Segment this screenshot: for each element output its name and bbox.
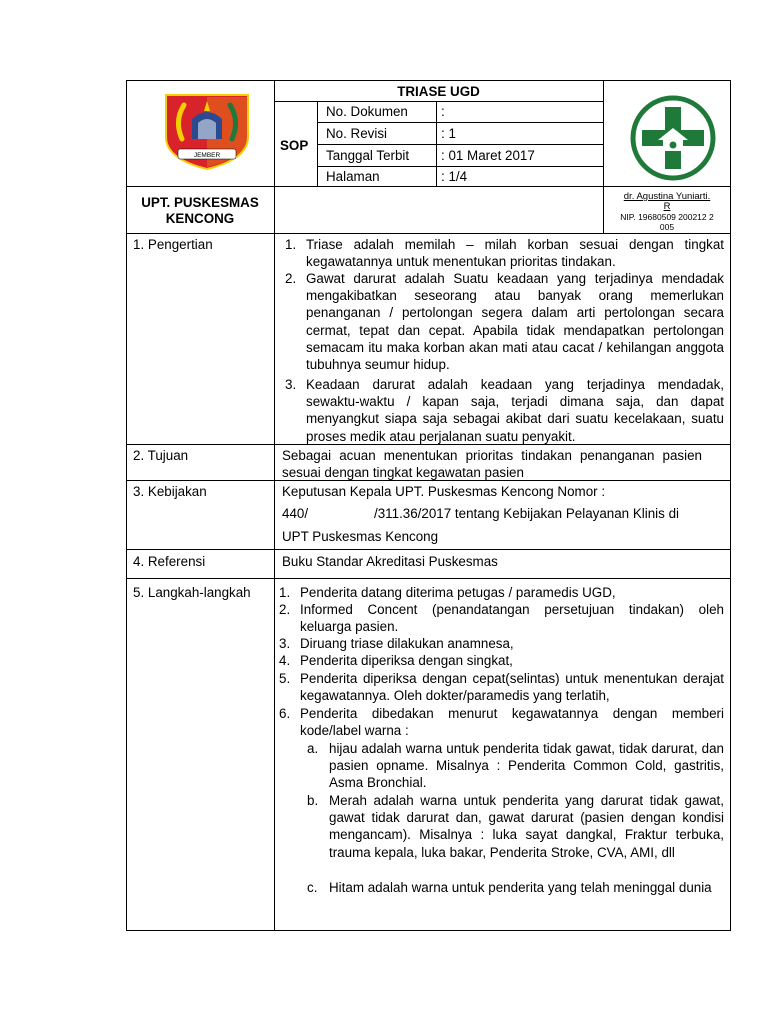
rule [274,80,275,931]
list-item: Gawat darurat adalah Suatu keadaan yang terjadinya mendadak mengakibatkan seseorang atau banyak orang memerlukan penanganan / pertolongan segera dalam arti pertolongan secara cermat, tepat dan cepat. Apabila tidak mendapatkan pertolongan semacam itu maka korban akan mati atau cacat / kehilangan anggota tubuhnya seumur hidup. [306,271,724,373]
sub-list-item: hijau adalah warna untuk penderita tidak gawat, tidak darurat, dan pasien opname. Misalnya : Penderita Common Cold, gastritis, Asma Bronchial. [329,741,724,791]
signer-initial: R [663,201,671,212]
kebijakan-line2: /311.36/2017 tentang Kebijakan Pelayanan Klinis di [374,506,679,521]
rule [126,233,731,234]
list-item: Keadaan darurat adalah keadaan yang terjadinya mendadak, sewaktu-waktu / kapan saja, terjadi dimana saja, dan dapat menyangkut siapa saja sebagai akibat dari suatu kecelakaan, suatu proses medik atau perjalanan suatu penyakit. [306,377,724,444]
rule [126,578,731,579]
list-number: 3. [279,636,291,651]
sop-label: SOP [280,138,309,153]
kebijakan-line3: UPT Puskesmas Kencong [282,529,439,544]
rule [436,101,437,186]
org-name-line1: UPT. PUSKESMAS [141,195,259,210]
list-number: 1. [285,237,297,252]
list-item: Penderita dibedakan menurut kegawatannya dengan memberi kode/label warna : [300,706,724,739]
sub-list-letter: c. [307,880,318,895]
section-label-tujuan: 2. Tujuan [133,448,189,463]
sub-list-item: Hitam adalah warna untuk penderita yang telah meninggal dunia [329,880,712,895]
list-item: Triase adalah memilah – milah korban sesuai dengan tingkat kegawatannya untuk menentukan prioritas tindakan. [306,237,724,270]
list-number: 5. [279,671,291,686]
signer-name: dr. Agustina Yuniarti. [623,191,711,202]
list-item: Informed Concent (penandatangan persetujuan tindakan) oleh keluarga pasien. [300,602,724,635]
referensi-text: Buku Standar Akreditasi Puskesmas [282,554,498,569]
sub-list-item: Merah adalah warna untuk penderita yang darurat tidak gawat, gawat tidak darurat dan, gawat darurat (pasien dengan kondisi mengancam). Misalnya : luka sayat dangkal, Fraktur terbuka, trauma kepala, luka bakar, Penderita Stroke, CVA, AMI, dll [329,793,724,860]
jember-crest-logo [162,91,252,171]
list-number: 4. [279,653,291,668]
list-item: Penderita datang diterima petugas / paramedis UGD, [300,585,616,600]
crest-banner-text: JEMBER [193,152,221,159]
rule [317,166,603,167]
org-name-line2: KENCONG [165,211,235,226]
signer-nip: NIP. 19680509 200212 2 [620,212,714,222]
rule [126,186,731,187]
list-number: 2. [279,602,291,617]
puskesmas-logo [630,95,716,181]
meta-label-dokumen: No. Dokumen [326,104,408,119]
list-number: 2. [285,271,297,286]
list-number: 1. [279,585,291,600]
list-item: Penderita diperiksa dengan cepat(selintas) untuk menentukan derajat kegawatannya. Oleh dokter/paramedis yang terlatih, [300,671,724,704]
sub-list-letter: b. [307,793,319,808]
list-item: Diruang triase dilakukan anamnesa, [300,636,514,651]
rule [126,549,731,550]
section-label-kebijakan: 3. Kebijakan [133,484,207,499]
section-label-langkah: 5. Langkah-langkah [133,585,251,600]
section-label-pengertian: 1. Pengertian [133,237,213,252]
kebijakan-number: 440/ [282,506,309,521]
list-item: Penderita diperiksa dengan singkat, [300,653,513,668]
meta-value-halaman: : 1/4 [441,169,468,184]
list-number: 3. [285,377,297,392]
meta-value-revisi: : 1 [441,126,456,141]
list-number: 6. [279,706,291,721]
section-label-referensi: 4. Referensi [133,554,206,569]
meta-label-tanggal: Tanggal Terbit [326,148,410,163]
rule [317,144,603,145]
rule [317,101,318,186]
meta-value-tanggal: : 01 Maret 2017 [441,148,535,163]
meta-label-revisi: No. Revisi [326,126,388,141]
meta-label-halaman: Halaman [326,169,380,184]
rule [274,101,603,102]
meta-value-dokumen: : [441,104,445,119]
document-title: TRIASE UGD [397,84,480,99]
rule [317,122,603,123]
kebijakan-line1: Keputusan Kepala UPT. Puskesmas Kencong Nomor : [282,484,606,499]
signer-nip-cont: 005 [659,222,675,232]
sub-list-letter: a. [307,741,319,756]
tujuan-text: Sebagai acuan menentukan prioritas tindakan penanganan pasien sesuai dengan tingkat kegawatan pasien [282,448,702,481]
